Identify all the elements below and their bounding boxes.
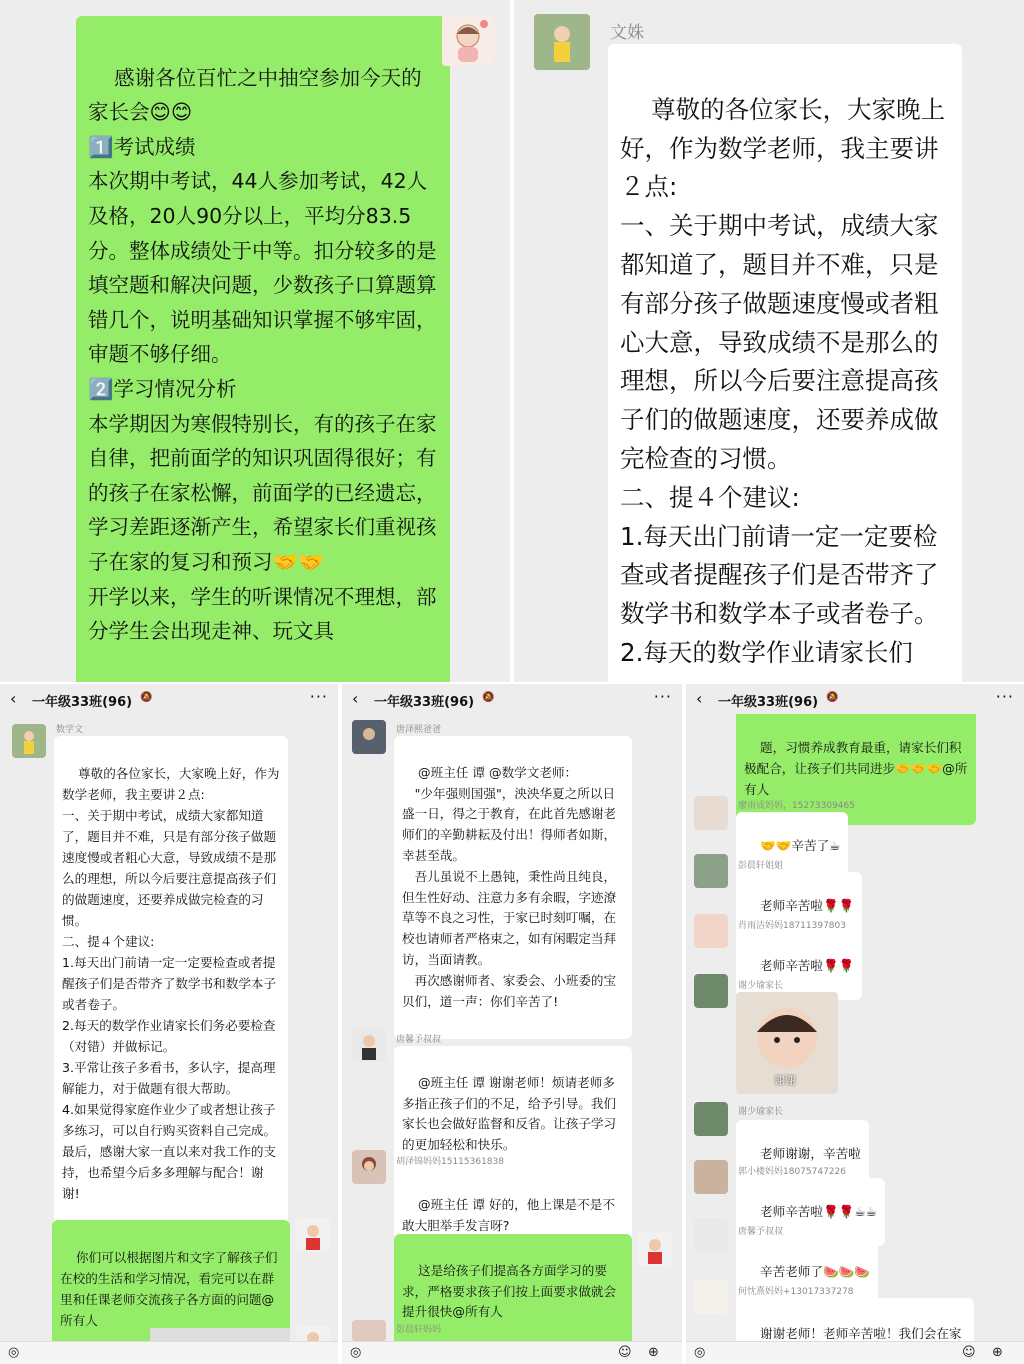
sender-name: 谢少瑜家长	[738, 981, 784, 991]
sender-name: 谢少瑜家长	[738, 1107, 784, 1117]
message-text: 老师辛苦啦🌹🌹	[760, 958, 855, 973]
avatar-girl-icon	[352, 1150, 386, 1184]
chat-header	[686, 684, 1024, 714]
sender-name: 彭晨轩姐姐	[738, 861, 784, 871]
avatar[interactable]	[694, 1280, 728, 1314]
avatar[interactable]	[638, 1232, 672, 1266]
plus-icon[interactable]: ⊕	[648, 1345, 659, 1360]
sender-name: 胡泽锦妈妈15115361838	[396, 1157, 504, 1167]
avatar[interactable]	[296, 1218, 330, 1252]
avatar[interactable]	[694, 854, 728, 888]
avatar[interactable]	[442, 14, 494, 66]
sender-name: 文姝	[610, 23, 644, 43]
message-text: 老师谢谢，辛苦啦	[760, 1146, 861, 1161]
avatar-child-icon	[534, 14, 590, 70]
message-text: 你们可以根据图片和文字了解孩子们在校的生活和学习情况，看完可以在群里和任课老师交流孩子各方面的问题@所有人	[60, 1250, 278, 1328]
chevron-left-icon[interactable]: ‹	[352, 689, 359, 708]
sticker-caption: 谢谢	[774, 1074, 796, 1087]
chat-title: 一年级33班(96)	[374, 695, 475, 710]
avatar[interactable]	[12, 724, 46, 758]
chat-bubble[interactable]	[394, 736, 632, 1039]
chevron-left-icon[interactable]: ‹	[10, 689, 17, 708]
top-left-panel	[0, 0, 510, 682]
voice-icon[interactable]: ◎	[8, 1345, 20, 1360]
sender-name: 唐馨予叔叔	[396, 1035, 442, 1045]
chat-panel-2	[342, 684, 682, 1364]
message-text: 题，习惯养成教育最重，请家长们积极配合，让孩子们共同进步🤝🤝🤝@所有人	[744, 740, 968, 797]
more-icon[interactable]: ···	[995, 687, 1014, 706]
message-text: @班主任 谭 谢谢老师！烦请老师多多指正孩子们的不足，给予引导。我们家长也会做好监督和反省。让孩子学习的更加轻松和快乐。	[402, 1074, 617, 1153]
sticker-image[interactable]	[736, 992, 838, 1094]
sender-name: 彭晨轩妈妈	[396, 1325, 442, 1335]
avatar-kid-icon	[352, 1028, 386, 1062]
more-icon[interactable]: ···	[309, 687, 328, 706]
chat-panel-3	[686, 684, 1024, 1364]
sender-name: 廖雨成妈妈，15273309465	[738, 801, 855, 811]
chat-panel-1	[0, 684, 338, 1364]
chat-title: 一年级33班(96)	[718, 695, 819, 710]
avatar[interactable]	[694, 796, 728, 830]
sender-name: 唐泽熙爸爸	[396, 725, 442, 735]
message-text: 🤝🤝辛苦了☕	[760, 838, 841, 853]
sender-name: 何忱熹妈妈+13017337278	[738, 1287, 854, 1297]
more-icon[interactable]: ···	[653, 687, 672, 706]
emoji-icon[interactable]: ☺	[962, 1345, 976, 1360]
voice-icon[interactable]: ◎	[350, 1345, 362, 1360]
sender-name: 肖雨洁妈妈18711397803	[738, 921, 846, 931]
avatar[interactable]	[694, 914, 728, 948]
message-text: 感谢各位百忙之中抽空参加今天的家长会😊😊 1️⃣考试成绩 本次期中考试，44人参加考试，42人及格，20人90分以上，平均分83.5分。整体成绩处于中等。扣分较多的是填空题和解决问题，少数孩子口算题算错几个，说明基础知识掌握不够牢固，审题不够仔细。 2️⃣学习情况分析 本学期因为寒假特别长，有的孩子在家自律，把前面学的知识巩固得很好；有的孩子在家松懈，前面学的已经遗忘，学习差距逐渐产生，希望家长们重视孩子在家的复习和预习🤝🤝 开学以来，学生的听课情况不理想，部分学生会出现走神、玩文具	[88, 65, 437, 644]
message-text: 老师辛苦啦🌹🌹☕☕	[760, 1204, 877, 1219]
chevron-left-icon[interactable]: ‹	[696, 689, 703, 708]
input-bar	[0, 1341, 338, 1364]
message-text: 谢谢老师！老师辛苦啦！我们会在家	[760, 1326, 962, 1341]
voice-icon[interactable]: ◎	[694, 1345, 706, 1360]
chat-header	[0, 684, 338, 714]
message-text: 尊敬的各位家长，大家晚上好，作为数学老师，我主要讲２点: 一、关于期中考试，成绩大家都知道了，题目并不难，只是有部分孩子做题速度慢或者粗心大意，导致成绩不是那么的理想，所以今后要注意提高孩子们的做题速度，还要养成做完检查的习惯。 二、提４个建议: 1.每天出门前请一定一定要检查或者提醒孩子们是否带齐了数学书和数学本子或者卷子。 2.每天的数学作业请家长们	[620, 94, 946, 667]
avatar[interactable]	[352, 1320, 386, 1342]
message-text: @班主任 谭 @数学文老师： "少年强则国强"，泱泱华夏之所以日盛一日，得之于教育，在此首先感谢老师们的辛勤耕耘及付出！得师者如斯，幸甚至哉。 吾儿虽说不上愚钝，秉性尚且纯良，但生性好动、注意力多有余暇，字迹潦草等不良之习性，于家已时刻叮嘱，在校也请师者严格束之，如有闲暇定当拜访，当面请教。 再次感谢师者、家委会、小班委的宝贝们，道一声：你们辛苦了!	[402, 764, 617, 1009]
input-bar	[686, 1341, 1024, 1364]
avatar-girl-icon	[442, 14, 494, 66]
avatar[interactable]	[694, 1160, 728, 1194]
avatar[interactable]	[694, 974, 728, 1008]
mute-icon: 🔕	[826, 692, 839, 703]
message-text: 尊敬的各位家长，大家晚上好，作为数学老师，我主要讲２点: 一、关于期中考试，成绩大家都知道了，题目并不难，只是有部分孩子做题速度慢或者粗心大意，导致成绩不是那么的理想，所以今后要注意提高孩子们的做题速度，还要养成做完检查的习惯。 二、提４个建议: 1.每天出门前请一定一定要检查或者提醒孩子们是否带齐了数学书和数学本子或者卷子。 2.每天的数学作业请家长们务必要检查（对错）并做标记。 3.平常让孩子多看书，多认字，提高理解能力，对于做题有很大帮助。 4.如果觉得家庭作业少了或者想让孩子多练习，可以自行购买资料自己完成。 最后，感谢大家一直以来对我工作的支持，也希望今后多多理解与配合！谢谢!	[62, 766, 280, 1201]
chat-title: 一年级33班(96)	[32, 695, 133, 710]
avatar-child-icon	[12, 724, 46, 758]
chat-bubble[interactable]	[54, 736, 288, 1231]
avatar-kid-icon	[296, 1218, 330, 1252]
top-right-panel	[514, 0, 1024, 682]
avatar[interactable]	[352, 1150, 386, 1184]
sender-name: 数学文	[56, 725, 84, 735]
message-text: @班主任 谭 好的，他上课是不是不敢大胆举手发言呀?	[402, 1196, 615, 1233]
avatar-kid-icon	[638, 1232, 672, 1266]
avatar[interactable]	[352, 1028, 386, 1062]
avatar[interactable]	[352, 720, 386, 754]
message-text: 这是给孩子们提高各方面学习的要求，严格要求孩子们按上面要求做就会提升很快@所有人	[402, 1262, 617, 1320]
avatar[interactable]	[534, 14, 590, 70]
input-bar	[342, 1341, 682, 1364]
mute-icon: 🔕	[482, 692, 495, 703]
chat-bubble-self[interactable]	[76, 16, 450, 682]
sender-name: 郭小楼妈妈18075747226	[738, 1167, 846, 1177]
message-text: 辛苦老师了🍉🍉🍉	[760, 1264, 871, 1279]
chat-bubble[interactable]	[608, 44, 962, 682]
chat-header	[342, 684, 682, 714]
message-text: 老师辛苦啦🌹🌹	[760, 898, 855, 913]
avatar[interactable]	[694, 1218, 728, 1252]
avatar-photo-icon	[352, 720, 386, 754]
mute-icon: 🔕	[140, 692, 153, 703]
sender-name: 唐馨予叔叔	[738, 1227, 784, 1237]
avatar[interactable]	[694, 1102, 728, 1136]
emoji-icon[interactable]: ☺	[618, 1345, 632, 1360]
plus-icon[interactable]: ⊕	[992, 1345, 1003, 1360]
